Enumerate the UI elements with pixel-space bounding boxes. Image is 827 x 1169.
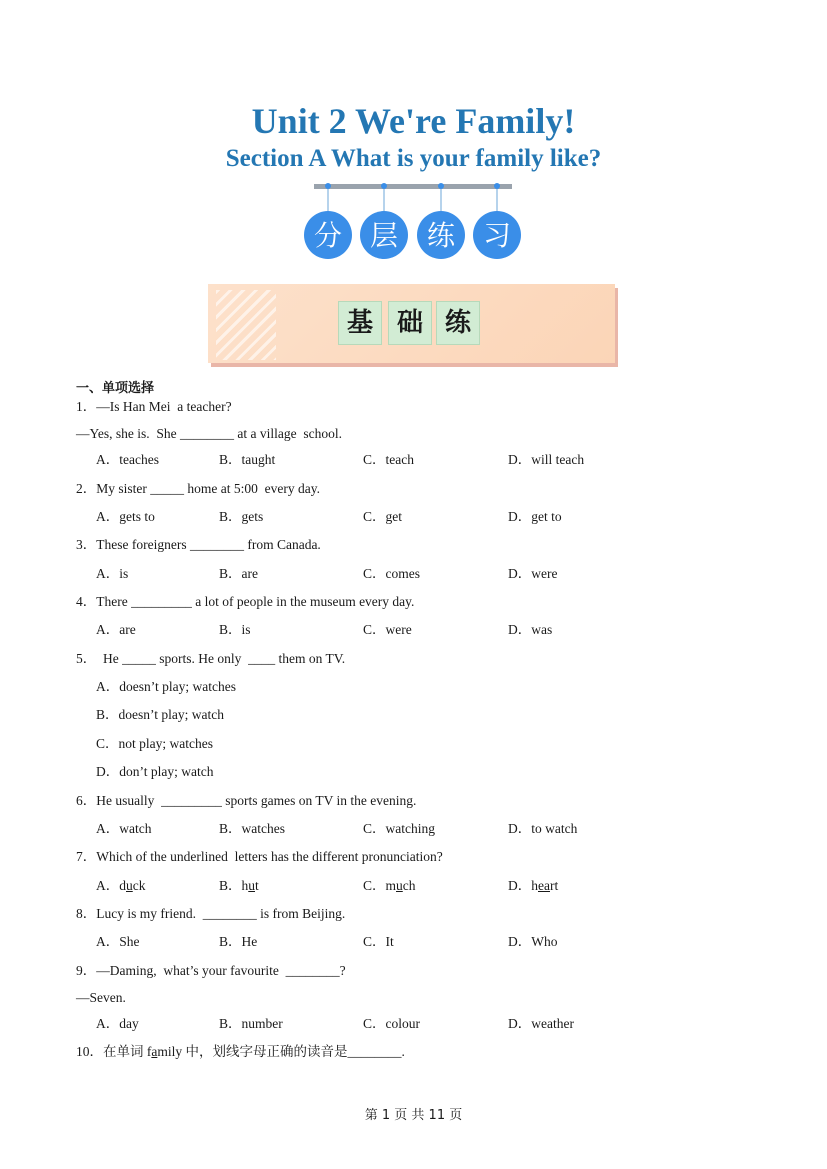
option-d: D．will teach [508,452,585,467]
option-c: C．were [363,622,412,637]
circle-char: 分 [313,219,343,252]
option-c: C．watching [363,821,435,836]
option-b: B．hut [219,878,259,893]
question-stem: —Seven. [76,990,126,1005]
option-c: C．much [363,878,416,893]
banner-stripe [216,290,276,360]
question-stem: 5． He _____ sports. He only ____ them on TV. [76,651,346,666]
hanger-bar [314,184,512,189]
option-a: A．is [96,566,129,581]
option-a: A．She [96,934,140,949]
option-a: A．duck [96,878,146,893]
section-heading: 一、单项选择 [76,381,155,396]
option-c: C．comes [363,566,420,581]
question-stem: 7．Which of the underlined letters has the different pronunciation? [76,849,443,864]
option-c: C．teach [363,452,414,467]
question-stem: 3．These foreigners ________ from Canada. [76,537,321,552]
option-d: D．was [508,622,553,637]
option-b: B．gets [219,509,264,524]
question-stem: 8．Lucy is my friend. ________ is from Beijing. [76,906,346,921]
option-d: D．heart [508,878,559,893]
practice-circles [0,0,827,270]
hanger-dot [494,183,500,189]
option-b: B．taught [219,452,276,467]
option-d: D．weather [508,1016,574,1031]
option-b: B．are [219,566,258,581]
option-a: A．day [96,1016,139,1031]
option-d: D．get to [508,509,562,524]
option-d: D．to watch [508,821,578,836]
option-c: C．colour [363,1016,420,1031]
page-subtitle: Section A What is your family like? [225,145,602,172]
option-a: A．doesn’t play; watches [96,679,236,694]
hanger-dot [438,183,444,189]
circle-char: 练 [426,219,456,252]
question-stem: 4．There _________ a lot of people in the museum every day. [76,594,415,609]
option-c: C．It [363,934,394,949]
question-stem: 9．—Daming, what’s your favourite ________? [76,963,346,978]
page-footer: 第 1 页 共 11 页 [364,1108,463,1123]
basic-practice-banner [208,284,615,363]
option-a: A．are [96,622,136,637]
option-b: B．is [219,622,251,637]
circle-char: 层 [369,219,399,252]
option-a: A．gets to [96,509,155,524]
option-b: B．watches [219,821,285,836]
option-d: D．Who [508,934,558,949]
option-c: C．get [363,509,402,524]
option-a: A．watch [96,821,152,836]
option-b: B．doesn’t play; watch [96,707,224,722]
banner-char: 础 [388,301,432,345]
option-a: A．teaches [96,452,159,467]
circle-char: 习 [482,219,512,252]
option-d: D．don’t play; watch [96,764,214,779]
banner-char: 基 [338,301,382,345]
question-stem: 2．My sister _____ home at 5:00 every day. [76,481,320,496]
page-title: Unit 2 We're Family! [251,101,576,141]
question-stem: —Yes, she is. She ________ at a village school. [76,426,342,441]
option-b: B．number [219,1016,283,1031]
option-d: D．were [508,566,558,581]
banner-char: 练 [436,301,480,345]
question-stem: 10．在单词 family 中，划线字母正确的读音是________. [76,1044,405,1059]
option-c: C．not play; watches [96,736,213,751]
question-stem: 6．He usually _________ sports games on TV in the evening. [76,793,417,808]
option-b: B．He [219,934,258,949]
question-stem: 1．—Is Han Mei a teacher? [76,399,232,414]
hanger-dot [381,183,387,189]
hanger-dot [325,183,331,189]
